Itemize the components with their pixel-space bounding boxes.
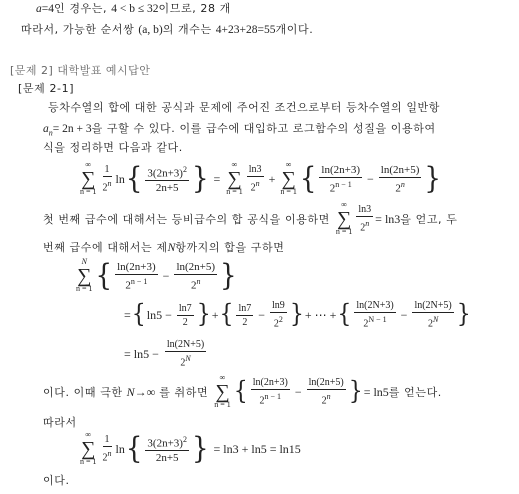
- ordered-pair: (a, b): [138, 24, 163, 36]
- sum-symbol: ∞ ∑ n = 1: [280, 160, 297, 196]
- para1-line2: [43, 121, 436, 140]
- eq-4: =4: [41, 3, 54, 15]
- sum-symbol: ∞ ∑ n = 1: [335, 200, 353, 236]
- para2-line1: [43, 200, 458, 236]
- sum-expression: 4+23+28=55: [215, 24, 276, 36]
- equation-2-sum: N ∑ n = 1 { $\frac{\ln(2n+3)}{2^{n - 1}}$ − $\frac{\ln(2n+5)}{2^n}$ }: [76, 257, 237, 294]
- var-an: $a_n$: [43, 123, 53, 138]
- var-a: a: [36, 3, 42, 15]
- final-result: = ln3 + ln5 = ln15: [213, 441, 301, 456]
- result-ln3: = ln3: [375, 211, 401, 226]
- text: 따라서, 가능한 순서쌍: [21, 23, 139, 36]
- equals: =: [213, 171, 221, 186]
- left-brace: {: [95, 258, 113, 294]
- para4: 따라서: [43, 416, 77, 429]
- fraction: $\frac{\ln 3}{2^n}$: [358, 204, 372, 234]
- fraction: $\frac{\ln 3}{2^n}$: [248, 164, 262, 194]
- para2-line2: [43, 240, 284, 255]
- fraction: $\frac{1}{2^n}$: [102, 164, 112, 194]
- section-header: [문제 2] 대학발표 예시답안: [10, 64, 151, 77]
- text: 이므로, 28 개: [158, 2, 231, 15]
- subsection-header: [문제 2-1]: [18, 82, 75, 95]
- general-term: = 2n + 3: [52, 123, 92, 135]
- text: 인 경우는,: [54, 2, 112, 15]
- right-brace: }: [191, 161, 209, 197]
- para1-line3: 식을 정리하면 다음과 같다.: [43, 141, 183, 154]
- sum-symbol: ∞ ∑ n = 1: [226, 160, 243, 196]
- right-brace: }: [220, 258, 237, 294]
- limit: N→∞: [126, 384, 156, 399]
- fraction: $\frac{\ln(2n+5)}{2^n}$: [380, 163, 420, 195]
- equation-1: ∞ ∑ n = 1 $\frac{1}{2^n}$ ln { $\frac{3(2n+3)^2}{2n+5}$ } = ∞ ∑ n = 1 $\frac{\ln 3}{2^n}$ + ∞ ∑ n = 1 { $\frac{\ln(2n+3)}{2^{n - 1}}$ − $\frac{\ln(2n+5)}{2^n}$ }: [80, 160, 441, 197]
- ln: ln: [115, 171, 125, 186]
- text: 개이다.: [275, 23, 314, 36]
- para1-line1: 등차수열의 합에 대한 공식과 문제에 주어진 조건으로부터 등차수열의 일반항: [48, 101, 441, 114]
- right-brace: }: [424, 161, 441, 197]
- line-count-total: [21, 22, 313, 37]
- ellipsis: + ⋯ +: [304, 307, 337, 322]
- text: 의 개수는: [162, 23, 216, 36]
- equation-3: ∞ ∑ n = 1 $\frac{1}{2^n}$ ln { $\frac{3(2n+3)^2}{2n+5}$ } = ln3 + ln5 = ln15: [80, 430, 301, 467]
- para3-limit: 이다. 이때 극한 N→∞ 를 취하면 ∞ ∑ n = 1 { $\frac{\ln(2n+3)}{2^{n - 1}}$ − $\frac{\ln(2n+5)}{2^n}$ } = ln5 를 얻는다.: [43, 373, 442, 409]
- text: 번째 급수에 대해서는 제: [43, 241, 168, 254]
- equation-2-expansion: = { ln5 − $\frac{\ln 7}{2}$ } + { $\frac{\ln 7}{2}$ − $\frac{\ln 9}{2^2}$ } + ⋯ + { $\frac{\ln(2N+3)}{2^{N - 1}}$ − $\frac{\ln(2N+5)}{2^N}$ }: [124, 300, 471, 330]
- para5: 이다.: [43, 474, 70, 487]
- left-brace: {: [299, 161, 317, 197]
- text: 항까지의 합을 구하면: [175, 241, 285, 254]
- sum-symbol: ∞ ∑ n = 1: [80, 160, 97, 196]
- line-case-a4: [36, 1, 231, 16]
- equation-2-result: = ln5 − $\frac{\ln(2N+5)}{2^N}$: [124, 339, 205, 369]
- fraction: $\frac{3(2n+3)^2}{2n+5}$: [147, 164, 187, 195]
- fraction: $\frac{\ln(2n+3)}{2^{n - 1}}$: [321, 163, 360, 195]
- var-N: N: [167, 242, 176, 254]
- text: 을 구할 수 있다. 이를 급수에 대입하고 로그함수의 성질을 이용하여: [91, 122, 436, 135]
- left-brace: {: [125, 161, 143, 197]
- sum-symbol: N ∑ n = 1: [76, 257, 93, 293]
- text: 첫 번째 급수에 대해서는 등비급수의 합 공식을 이용하면: [43, 213, 330, 226]
- condition: 4 < b ≤ 32: [111, 3, 159, 15]
- text: 을 얻고, 두: [400, 213, 458, 226]
